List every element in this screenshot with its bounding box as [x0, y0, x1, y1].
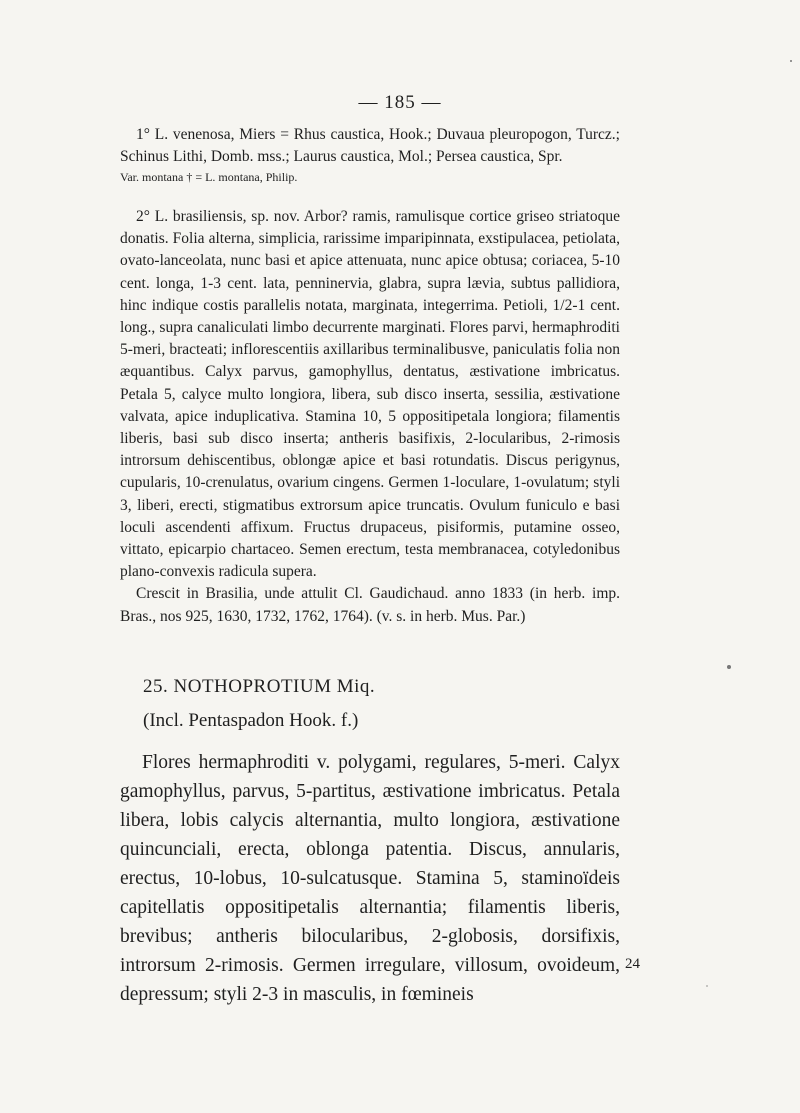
species-entry-2-locality: Crescit in Brasilia, unde attulit Cl. Gaudichaud. anno 1833 (in herb. imp. Bras., nos 925, 1630, 1732, 1762, 1764). (v. s. in herb. Mus. Par.): [120, 585, 620, 625]
species-entry-1-synonymy: 1° L. venenosa, Miers = Rhus caustica, Hook.; Duvaua pleuropogon, Turcz.; Schinus Lithi, Domb. mss.; Laurus caustica, Mol.; Persea caustica, Spr.: [120, 126, 620, 166]
genus-description-text: Flores hermaphroditi v. polygami, regulares, 5-meri. Calyx gamophyllus, parvus, 5-partitus, æstivatione imbricatus. Petala libera, lobis calycis alternantia, multo longiora, æstivatione quincunciali, erecta, oblonga patentia. Discus, annularis, erectus, 10-lobus, 10-sulcatusque. Stamina 5, staminoïdeis capitellatis oppositipetalis alternantia; filamentis liberis, brevibus; antheris bilocularibus, 2-globosis, dorsifixis, introrsum 2-rimosis. Germen irregulare, villosum, ovoideum, depressum; styli 2-3 in masculis, in fœmineis: [120, 752, 620, 1005]
signature-mark: 24: [625, 956, 640, 972]
genus-includes: (Incl. Pentaspadon Hook. f.): [143, 710, 359, 731]
species-entry-1-variety: Var. montana † = L. montana, Philip.: [120, 170, 298, 185]
species-entry-2: [120, 206, 620, 628]
genus-heading: 25. NOTHOPROTIUM Miq.: [143, 676, 376, 697]
paper-speck: [727, 665, 731, 669]
page-number: — 185 —: [358, 92, 442, 113]
paper-speck: [706, 985, 708, 987]
genus-description: [120, 748, 620, 1009]
species-entry-1: [120, 124, 620, 186]
paper-speck: [790, 60, 792, 62]
species-entry-2-description: 2° L. brasiliensis, sp. nov. Arbor? ramis, ramulisque cortice griseo striatoque donatis. Folia alterna, simplicia, rarissime imparipinnata, exstipulacea, petiolata, ovato-lanceolata, nunc basi et apice attenuata, nunc apice obtusa; coriacea, 5-10 cent. longa, 1-3 cent. lata, penninervia, glabra, supra lævia, subtus pallidiora, hinc indique costis parallelis notata, marginata, integerrima. Petioli, 1/2-1 cent. long., supra canaliculati limbo decurrente marginati. Flores parvi, hermaphroditi 5-meri, bracteati; inflorescentiis axillaribus terminalibusve, paniculatis folia non æquantibus. Calyx parvus, gamophyllus, dentatus, æstivatione imbricatus. Petala 5, calyce multo longiora, libera, sub disco inserta, sessilia, æstivatione valvata, apice induplicativa. Stamina 10, 5 oppositipetala longiora; filamentis liberis, basi sub disco inserta; antheris basifixis, 2-locularibus, 2-rimosis introrsum dehiscentibus, oblongæ apice et basi rotundatis. Discus perigynus, cupularis, 10-crenulatus, ovarium cingens. Germen 1-loculare, 1-ovulatum; styli 3, liberi, erecti, stigmatibus extrorsum apice truncatis. Ovulum funiculo e basi loculi ascendenti affixum. Fructus drupaceus, pisiformis, putamine osseo, vittato, epicarpio chartaceo. Semen erectum, testa membranacea, cotyledonibus plano-convexis radicula supera.: [120, 208, 620, 581]
